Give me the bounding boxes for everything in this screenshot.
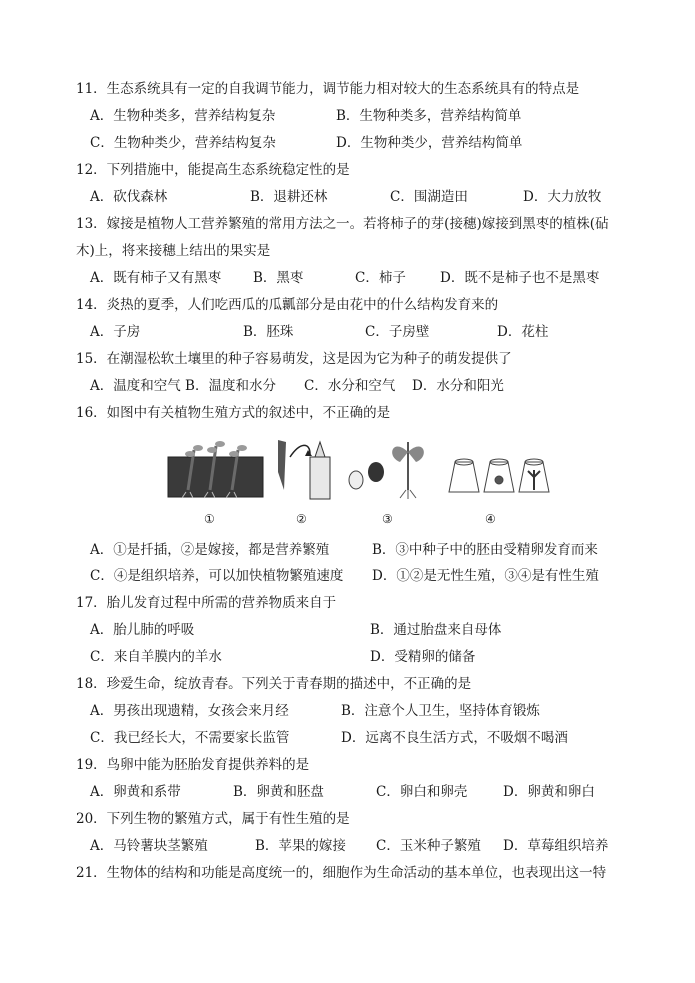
tissue-culture-illustration bbox=[449, 459, 549, 492]
q20-option-d: D．草莓组织培养 bbox=[503, 838, 609, 854]
q12-option-a: A．砍伐森林 bbox=[90, 189, 168, 205]
q18-option-d: D．远离不良生活方式，不吸烟不喝酒 bbox=[341, 730, 568, 746]
q19-option-d: D．卵黄和卵白 bbox=[503, 784, 595, 800]
cutting-illustration bbox=[168, 441, 263, 498]
grafting-illustration bbox=[278, 440, 330, 499]
plant-reproduction-illustration bbox=[160, 432, 560, 532]
q20-option-c: C．玉米种子繁殖 bbox=[376, 838, 481, 854]
q16-option-b: B．③中种子中的胚由受精卵发育而来 bbox=[372, 542, 598, 558]
q13-option-c: C．柿子 bbox=[355, 270, 406, 286]
q19-option-b: B．卵黄和胚盘 bbox=[233, 784, 324, 800]
question-20-stem: 20．下列生物的繁殖方式，属于有性生殖的是 bbox=[76, 811, 350, 827]
q17-option-d: D．受精卵的储备 bbox=[370, 649, 476, 665]
question-14-stem: 14．炎热的夏季，人们吃西瓜的瓜瓤部分是由花中的什么结构发育来的 bbox=[76, 297, 499, 313]
q15-option-d: D．水分和阳光 bbox=[412, 378, 504, 394]
q16-option-a: A．①是扦插，②是嫁接，都是营养繁殖 bbox=[90, 542, 330, 558]
question-11-stem: 11．生态系统具有一定的自我调节能力，调节能力相对较大的生态系统具有的特点是 bbox=[76, 81, 580, 97]
q18-option-a: A．男孩出现遗精，女孩会来月经 bbox=[90, 703, 289, 719]
q18-option-c: C．我已经长大，不需要家长监管 bbox=[90, 730, 290, 746]
seed-germination-illustration bbox=[349, 442, 424, 499]
q13-option-b: B．黑枣 bbox=[253, 270, 304, 286]
q15-option-ab: A．温度和空气 B．温度和水分 bbox=[90, 378, 276, 394]
q14-option-a: A．子房 bbox=[90, 324, 141, 340]
q14-option-d: D．花柱 bbox=[497, 324, 549, 340]
q11-option-c: C．生物种类少，营养结构复杂 bbox=[90, 135, 276, 151]
figure-label-3: ③ bbox=[382, 512, 393, 526]
figure-label-1: ① bbox=[204, 512, 215, 526]
q13-option-a: A．既有柿子又有黑枣 bbox=[90, 270, 222, 286]
question-15-stem: 15．在潮湿松软土壤里的种子容易萌发，这是因为它为种子的萌发提供了 bbox=[76, 351, 512, 367]
q11-option-d: D．生物种类少，营养结构简单 bbox=[336, 135, 523, 151]
q15-option-c: C．水分和空气 bbox=[304, 378, 396, 394]
question-21-stem: 21．生物体的结构和功能是高度统一的，细胞作为生命活动的基本单位，也表现出这一特 bbox=[76, 865, 607, 881]
question-13-stem-continued: 木)上，将来接穗上结出的果实是 bbox=[76, 243, 271, 259]
q14-option-c: C．子房壁 bbox=[365, 324, 430, 340]
q17-option-c: C．来自羊膜内的羊水 bbox=[90, 649, 222, 665]
figure-label-4: ④ bbox=[485, 512, 496, 526]
q13-option-d: D．既不是柿子也不是黑枣 bbox=[440, 270, 600, 286]
q19-option-a: A．卵黄和系带 bbox=[90, 784, 181, 800]
question-12-stem: 12．下列措施中，能提高生态系统稳定性的是 bbox=[76, 162, 350, 178]
q16-option-c: C．④是组织培养，可以加快植物繁殖速度 bbox=[90, 568, 344, 584]
q17-option-b: B．通过胎盘来自母体 bbox=[370, 622, 502, 638]
question-19-stem: 19．鸟卵中能为胚胎发育提供养料的是 bbox=[76, 757, 310, 773]
question-16-stem: 16．如图中有关植物生殖方式的叙述中，不正确的是 bbox=[76, 405, 391, 421]
q20-option-b: B．苹果的嫁接 bbox=[255, 838, 346, 854]
question-18-stem: 18．珍爱生命，绽放青春。下列关于青春期的描述中，不正确的是 bbox=[76, 676, 472, 692]
q12-option-c: C．围湖造田 bbox=[390, 189, 468, 205]
figure-label-2: ② bbox=[296, 512, 307, 526]
q19-option-c: C．卵白和卵壳 bbox=[376, 784, 468, 800]
q18-option-b: B．注意个人卫生，坚持体育锻炼 bbox=[341, 703, 540, 719]
q12-option-b: B．退耕还林 bbox=[250, 189, 328, 205]
q12-option-d: D．大力放牧 bbox=[523, 189, 602, 205]
q17-option-a: A．胎儿肺的呼吸 bbox=[90, 622, 195, 638]
question-13-stem: 13．嫁接是植物人工营养繁殖的常用方法之一。若将柿子的芽(接穗)嫁接到黑枣的植株(砧 bbox=[76, 216, 609, 232]
q14-option-b: B．胚珠 bbox=[243, 324, 294, 340]
q20-option-a: A．马铃薯块茎繁殖 bbox=[90, 838, 208, 854]
question-17-stem: 17．胎儿发育过程中所需的营养物质来自于 bbox=[76, 595, 337, 611]
q16-option-d: D．①②是无性生殖，③④是有性生殖 bbox=[372, 568, 599, 584]
q11-option-b: B．生物种类多，营养结构简单 bbox=[336, 108, 522, 124]
q11-option-a: A．生物种类多，营养结构复杂 bbox=[90, 108, 276, 124]
plant-reproduction-figure bbox=[160, 432, 560, 532]
